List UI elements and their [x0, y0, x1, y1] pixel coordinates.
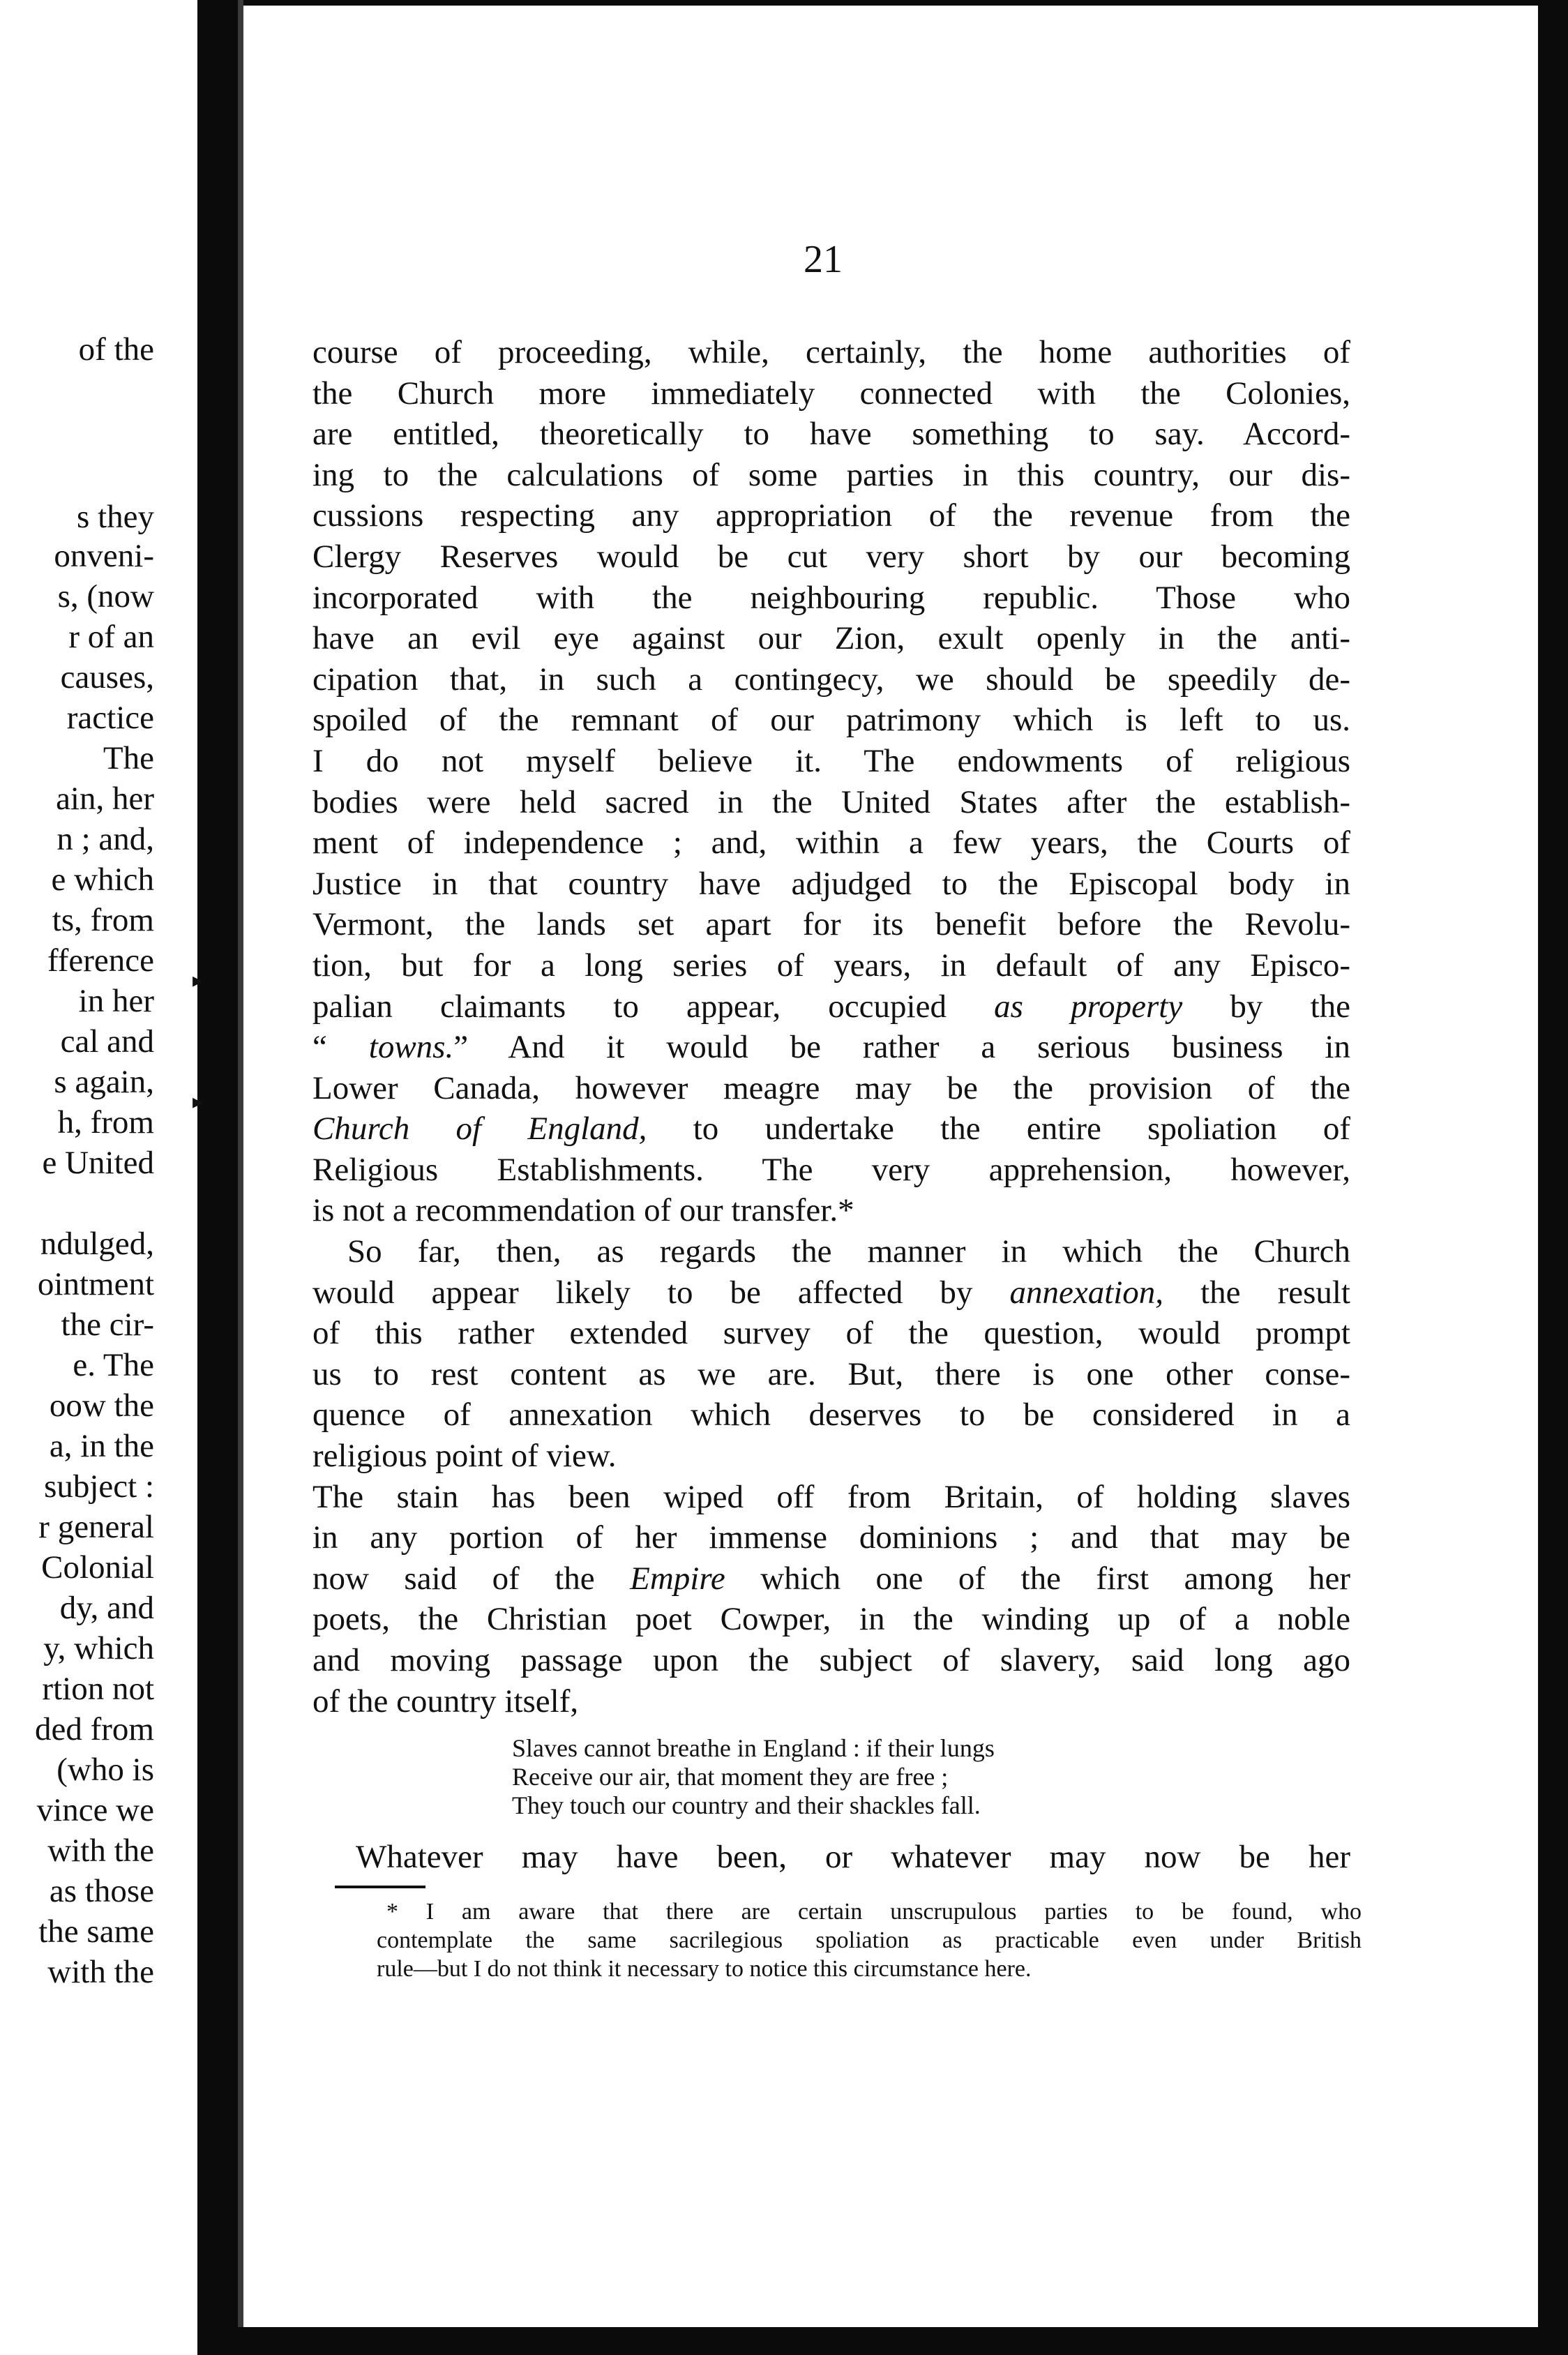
text-line: Lower Canada, however meagre may be the provision of the [312, 1069, 1350, 1106]
facing-page-line: ain, her [56, 781, 154, 817]
margin-mark-lower: ▸ [193, 1090, 204, 1113]
verse-quotation [512, 1734, 1350, 1820]
text-line: would appear likely to be affected by annexation, the result [312, 1274, 1350, 1311]
facing-page-line: s they [77, 499, 154, 535]
facing-page-line: e United [42, 1145, 154, 1181]
text-line: and moving passage upon the subject of slavery, said long ago [312, 1642, 1350, 1678]
facing-page-line: the cir- [61, 1307, 154, 1343]
facing-page-line: ointment [37, 1266, 154, 1302]
facing-page-line: h, from [57, 1104, 154, 1141]
facing-page-line: of the [78, 331, 154, 368]
footnote-line: * I am aware that there are certain unscrupulous parties to be found, who [386, 1899, 1362, 1925]
text-line: of this rather extended survey of the question, would prompt [312, 1315, 1350, 1352]
facing-page-line: fference [47, 942, 154, 979]
facing-page-line: subject : [44, 1468, 154, 1505]
facing-page-line: onveni- [54, 538, 154, 574]
facing-page-line: oow the [49, 1387, 154, 1424]
text-line: is not a recommendation of our transfer.* [312, 1192, 854, 1229]
footnote-line: contemplate the same sacrilegious spoliation as practicable even under British [377, 1927, 1362, 1953]
facing-page-line: (who is [56, 1752, 154, 1788]
text-line: ing to the calculations of some parties in this country, our dis- [312, 456, 1350, 493]
verse-line: Receive our air, that moment they are free ; [512, 1763, 949, 1791]
facing-page-line: ractice [66, 700, 154, 736]
paragraph-2 [312, 1231, 1350, 1477]
paragraph-3 [312, 1477, 1350, 1722]
text-line: course of proceeding, while, certainly, the home authorities of [312, 334, 1350, 370]
margin-mark-upper: ▸ [193, 969, 204, 992]
facing-page-line: rtion not [42, 1671, 154, 1707]
text-line: cussions respecting any appropriation of the revenue from the [312, 497, 1350, 534]
facing-page-line: e which [51, 862, 154, 898]
facing-page-line: vince we [36, 1792, 154, 1828]
facing-page-line: Colonial [41, 1549, 154, 1586]
text-line: cipation that, in such a contingecy, we should be speedily de- [312, 661, 1350, 698]
text-line: Justice in that country have adjudged to the Episcopal body in [312, 865, 1350, 902]
facing-page-line: y, which [43, 1630, 154, 1666]
text-line: are entitled, theoretically to have something to say. Accord- [312, 416, 1350, 453]
text-line: religious point of view. [312, 1438, 617, 1475]
text-line: have an evil eye against our Zion, exult openly in the anti- [312, 620, 1350, 657]
text-line: Church of England, to undertake the entire spoliation of [312, 1111, 1350, 1148]
text-line: of the country itself, [312, 1683, 579, 1720]
text-line: incorporated with the neighbouring republic. Those who [312, 579, 1350, 616]
text-line: Clergy Reserves would be cut very short by our becoming [312, 538, 1350, 575]
text-line: tion, but for a long series of years, in default of any Episco- [312, 947, 1350, 984]
facing-page-line: as those [49, 1873, 154, 1909]
facing-page-line: dy, and [59, 1590, 154, 1626]
facing-page-fragment [0, 0, 197, 2355]
page-number: 21 [804, 238, 843, 281]
facing-page-line: s, (now [57, 578, 154, 615]
text-line: bodies were held sacred in the United States after the establish- [312, 783, 1350, 820]
facing-page-line: in her [78, 983, 154, 1019]
text-line: palian claimants to appear, occupied as property by the [312, 988, 1350, 1025]
text-line: So far, then, as regards the manner in which the Church [347, 1233, 1350, 1270]
text-line: now said of the Empire which one of the first among her [312, 1560, 1350, 1597]
facing-page-line: with the [47, 1833, 154, 1869]
footnote-rule [335, 1886, 425, 1888]
text-line: the Church more immediately connected with the Colonies, [312, 375, 1350, 412]
text-line: ment of independence ; and, within a few years, the Courts of [312, 825, 1350, 862]
paragraph-4 [312, 1837, 1350, 1878]
footnote-line: rule—but I do not think it necessary to notice this circumstance here. [377, 1956, 1032, 1982]
text-line: Vermont, the lands set apart for its benefit before the Revolu- [312, 906, 1350, 943]
scan-border-right [1538, 0, 1568, 2355]
footnote [377, 1897, 1362, 1983]
verse-line: Slaves cannot breathe in England : if their lungs [512, 1734, 995, 1763]
text-line: us to rest content as we are. But, there is one other conse- [312, 1355, 1350, 1392]
facing-page-line: s again, [54, 1064, 154, 1100]
facing-page-line: r general [38, 1509, 154, 1545]
facing-page-line: r of an [68, 619, 154, 655]
facing-page-line: ded from [35, 1711, 154, 1747]
verse-line: They touch our country and their shackles fall. [512, 1791, 981, 1820]
facing-page-line: causes, [60, 659, 154, 695]
scan-border-bottom [238, 2327, 1538, 2355]
book-gutter [197, 0, 238, 2355]
text-line: Religious Establishments. The very apprehension, however, [312, 1151, 1350, 1188]
facing-page-line: n ; and, [56, 821, 154, 857]
text-line: I do not myself believe it. The endowments of religious [312, 742, 1350, 779]
text-line: The stain has been wiped off from Britain, of holding slaves [312, 1478, 1350, 1515]
text-line: “ towns.” And it would be rather a serious business in [312, 1029, 1350, 1066]
facing-page-line: cal and [60, 1023, 154, 1060]
text-line: spoiled of the remnant of our patrimony which is left to us. [312, 702, 1350, 739]
facing-page-line: the same [38, 1913, 154, 1950]
facing-page-line: a, in the [49, 1428, 154, 1464]
scan-border-top [238, 0, 1538, 6]
text-line: in any portion of her immense dominions ; and that may be [312, 1519, 1350, 1556]
text-line: poets, the Christian poet Cowper, in the winding up of a noble [312, 1601, 1350, 1638]
body-text [312, 332, 1350, 1878]
facing-page-line: ndulged, [40, 1226, 154, 1262]
text-line: quence of annexation which deserves to be considered in a [312, 1397, 1350, 1434]
facing-page-line: with the [47, 1954, 154, 1990]
facing-page-line: e. The [73, 1347, 154, 1383]
facing-page-line: The [103, 740, 154, 776]
paragraph-1 [312, 332, 1350, 1231]
text-line: Whatever may have been, or whatever may now be her [356, 1839, 1350, 1876]
gutter-shadow [238, 0, 243, 2355]
facing-page-line: ts, from [52, 902, 154, 938]
